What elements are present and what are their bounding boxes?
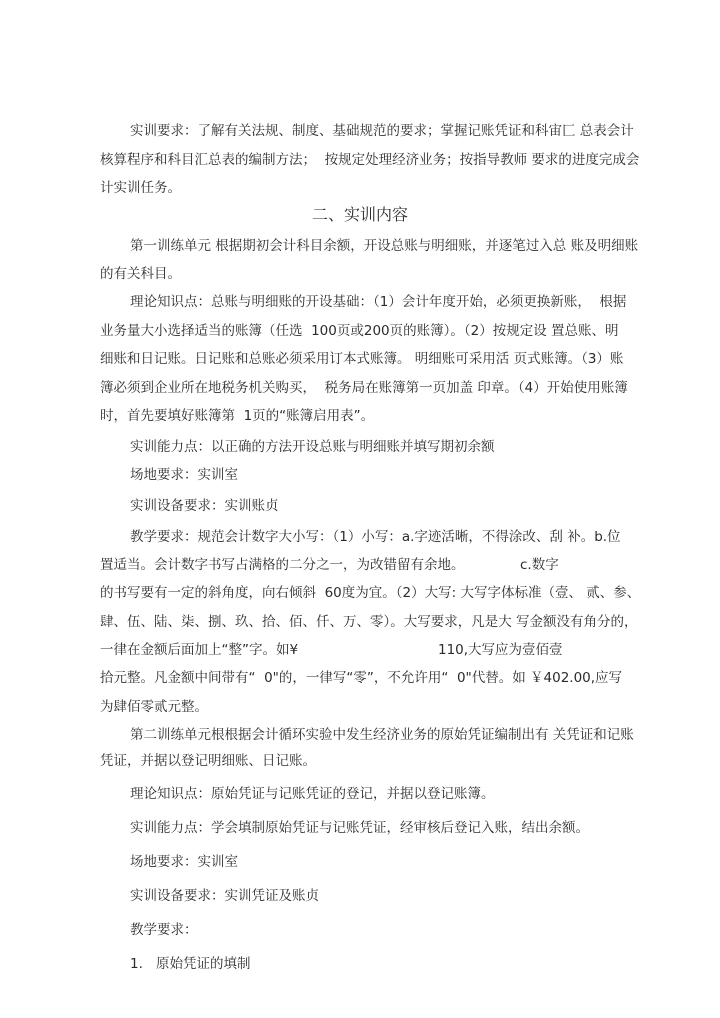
unit1-site: 场地要求：实训室 — [130, 467, 238, 483]
requirements-line-3: 计实训任务。 — [100, 180, 181, 196]
unit1-teaching-line-3: 的书写要有一定的斜角度，向右倾斜 60度为宜。（2）大写: 大写字体标准（壹、 贰、参、 — [100, 585, 641, 601]
unit1-theory-line-5: 时，首先要填好账簿第 1页的“账簿启用表”。 — [100, 408, 375, 424]
unit2-ability: 实训能力点：学会填制原始凭证与记账凭证，经审核后登记入账，结出余额。 — [130, 820, 589, 836]
unit1-teaching-line-6: 拾元整。凡金额中间带有“ 0"的，一律写“零”，不允许用“ 0"代替。如 ￥402.00,应写 — [100, 670, 623, 686]
unit1-teaching-line-2: 置适当。会计数字书写占满格的二分之一，为改错留有余地。 — [100, 557, 465, 573]
unit1-teaching-line-4: 肆、伍、陆、柒、捌、玖、拾、佰、仟、万、零）。大写要求，凡是大 写金额没有角分的， — [100, 614, 638, 630]
unit1-teaching-line-5: 一律在金额后面加上“整”字。如¥ — [100, 642, 299, 658]
requirements-line-2: 核算程序和科目汇总表的编制方法； 按规定处理经济业务；按指导教师 要求的进度完成会 — [100, 152, 640, 168]
unit2-title-line-1: 第二训练单元根根据会计循环实验中发生经济业务的原始凭证编制出有 关凭证和记账 — [130, 727, 634, 743]
unit1-theory-line-2: 业务量大小选择适当的账簿（任选 100页或200页的账簿）。（2）按规定设 置总账、明 — [100, 323, 619, 339]
unit1-teaching-line-5b: 110,大写应为壹佰壹 — [438, 642, 563, 658]
unit1-title-line-2: 的有关科目。 — [100, 266, 181, 282]
unit1-theory-line-4: 簿必须到企业所在地税务机关购买， 税务局在账簿第一页加盖 印章。（4）开始使用账簿 — [100, 380, 628, 396]
unit1-title-line-1: 第一训练单元 根据期初会计科目余额，开设总账与明细账，并逐笔过入总 账及明细账 — [130, 238, 639, 254]
section-heading: 二、实训内容 — [311, 205, 408, 224]
unit2-title-line-2: 凭证，并据以登记明细账、日记账。 — [100, 753, 316, 769]
unit1-teaching-line-7: 为肆佰零贰元整。 — [100, 699, 208, 715]
unit1-teaching-line-2b: c.数字 — [520, 557, 559, 573]
list-item-number: 1. — [130, 956, 143, 972]
unit2-teaching: 教学要求： — [130, 922, 198, 938]
list-item-text: 原始凭证的填制 — [156, 956, 251, 972]
requirements-line-1: 实训要求：了解有关法规、制度、基础规范的要求；掌握记账凭证和科宙匚 总表会计 — [130, 123, 634, 139]
unit1-ability: 实训能力点：以正确的方法开设总账与明细账并填写期初余额 — [130, 439, 495, 455]
unit1-theory-line-3: 细账和日记账。日记账和总账必须采用订本式账簿。 明细账可采用活 页式账簿。（3）账 — [100, 351, 624, 367]
unit1-theory-line-1: 理论知识点：总账与明细账的开设基础：（1）会计年度开始，必须更换新账， 根据 — [130, 294, 627, 310]
unit2-site: 场地要求：实训室 — [130, 854, 238, 870]
unit2-equipment: 实训设备要求：实训凭证及账贞 — [130, 888, 319, 904]
unit2-theory: 理论知识点：原始凭证与记账凭证的登记，并据以登记账簿。 — [130, 786, 495, 802]
unit1-equipment: 实训设备要求：实训账贞 — [130, 498, 279, 514]
unit1-teaching-line-1: 教学要求：规范会计数字大小写：（1）小写：a.字迹活晰，不得涂改、刮 补。b.位 — [130, 529, 621, 545]
